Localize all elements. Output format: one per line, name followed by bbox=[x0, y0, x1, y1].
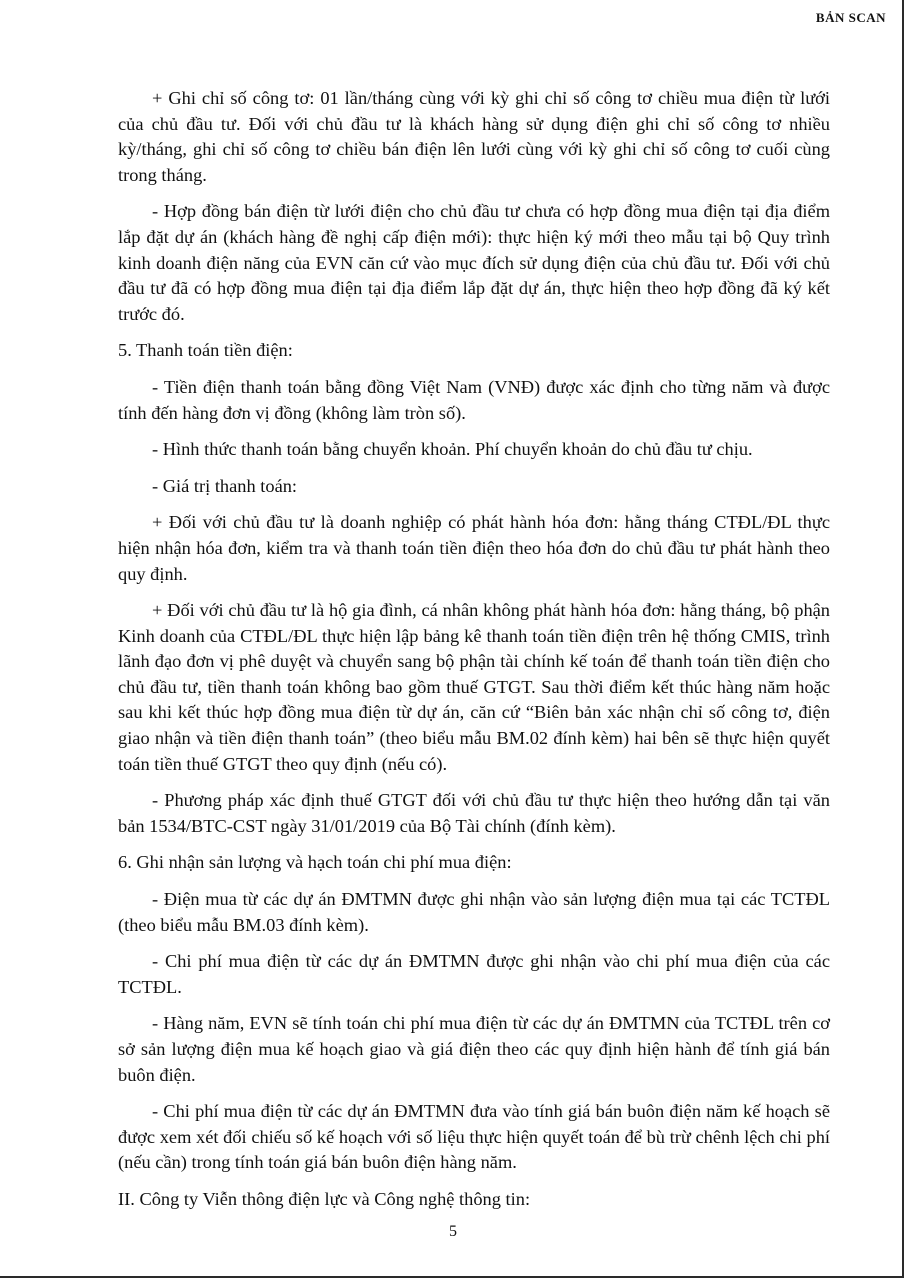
paragraph-wholesale-price: - Chi phí mua điện từ các dự án ĐMTMN đưa vào tính giá bán buôn điện năm kế hoạch sẽ được xem xét đối chiếu số kế hoạch với số liệu thực hiện quyết toán để bù trừ chênh lệch chi phí (nếu cần) trong tính toán giá bán buôn điện hàng năm. bbox=[118, 1101, 830, 1173]
scan-label: BẢN SCAN bbox=[815, 10, 886, 25]
paragraph-annual-cost-calc: - Hàng năm, EVN sẽ tính toán chi phí mua điện từ các dự án ĐMTMN của TCTĐL trên cơ sở sản lượng điện mua kế hoạch giao và giá điện theo các quy định hiện hành để tính giá bán buôn điện. bbox=[118, 1013, 830, 1085]
paragraph-power-sale-contract: - Hợp đồng bán điện từ lưới điện cho chủ đầu tư chưa có hợp đồng mua điện tại địa điểm lắp đặt dự án (khách hàng đề nghị cấp điện mới): thực hiện ký mới theo mẫu tại bộ Quy trình kinh doanh điện năng của EVN căn cứ vào mục đích sử dụng điện của chủ đầu tư. Đối với chủ đầu tư đã có hợp đồng mua điện tại địa điểm lắp đặt dự án, thực hiện theo hợp đồng đã ký kết trước đó. bbox=[118, 201, 830, 324]
document-body bbox=[118, 86, 830, 1224]
paragraph-payment-method: - Hình thức thanh toán bằng chuyển khoản. Phí chuyển khoản do chủ đầu tư chịu. bbox=[152, 439, 753, 460]
paragraph-vat-method: - Phương pháp xác định thuế GTGT đối với chủ đầu tư thực hiện theo hướng dẫn tại văn bản 1534/BTC-CST ngày 31/01/2019 của Bộ Tài chính (đính kèm). bbox=[118, 790, 830, 836]
paragraph-payment-currency: - Tiền điện thanh toán bằng đồng Việt Nam (VNĐ) được xác định cho từng năm và được tính đến hàng đơn vị đồng (không làm tròn số). bbox=[118, 376, 830, 423]
section-heading-accounting: 6. Ghi nhận sản lượng và hạch toán chi phí mua điện: bbox=[118, 852, 512, 873]
paragraph-meter-reading: + Ghi chỉ số công tơ: 01 lần/tháng cùng với kỳ ghi chỉ số công tơ chiều mua điện từ lưới của chủ đầu tư. Đối với chủ đầu tư là khách hàng sử dụng điện ghi chỉ số công tơ nhiều kỳ/tháng, ghi chỉ số công tơ chiều bán điện lên lưới cùng với kỳ ghi chỉ số công tơ cuối cùng trong tháng. bbox=[118, 88, 830, 185]
section-heading-telecom: II. Công ty Viễn thông điện lực và Công nghệ thông tin: bbox=[118, 1188, 531, 1209]
paragraph-output-recording: - Điện mua từ các dự án ĐMTMN được ghi nhận vào sản lượng điện mua tại các TCTĐL (theo biểu mẫu BM.03 đính kèm). bbox=[118, 889, 830, 935]
paragraph-cost-recording: - Chi phí mua điện từ các dự án ĐMTMN được ghi nhận vào chi phí mua điện của các TCTĐL. bbox=[118, 951, 830, 997]
paragraph-payment-value: - Giá trị thanh toán: bbox=[152, 475, 298, 496]
paragraph-enterprise-invoice: + Đối với chủ đầu tư là doanh nghiệp có phát hành hóa đơn: hằng tháng CTĐL/ĐL thực hiện nhận hóa đơn, kiểm tra và thanh toán tiền điện theo hóa đơn do chủ đầu tư phát hành theo quy định. bbox=[118, 512, 830, 584]
page-number: 5 bbox=[449, 1223, 457, 1240]
section-heading-payment: 5. Thanh toán tiền điện: bbox=[118, 340, 293, 361]
paragraph-household-payment: + Đối với chủ đầu tư là hộ gia đình, cá nhân không phát hành hóa đơn: hằng tháng, bộ phận Kinh doanh của CTĐL/ĐL thực hiện lập bảng kê thanh toán tiền điện trên hệ thống CMIS, trình lãnh đạo đơn vị phê duyệt và chuyển sang bộ phận tài chính kế toán để thanh toán tiền điện cho chủ đầu tư, tiền thanh toán không bao gồm thuế GTGT. Sau thời điểm kết thúc hàng năm hoặc sau khi kết thúc hợp đồng mua điện từ dự án, căn cứ “Biên bản xác nhận chỉ số công tơ, điện giao nhận và tiền điện thanh toán” (theo biểu mẫu BM.02 đính kèm) hai bên sẽ thực hiện quyết toán tiền thuế GTGT theo quy định (nếu có). bbox=[118, 600, 830, 774]
